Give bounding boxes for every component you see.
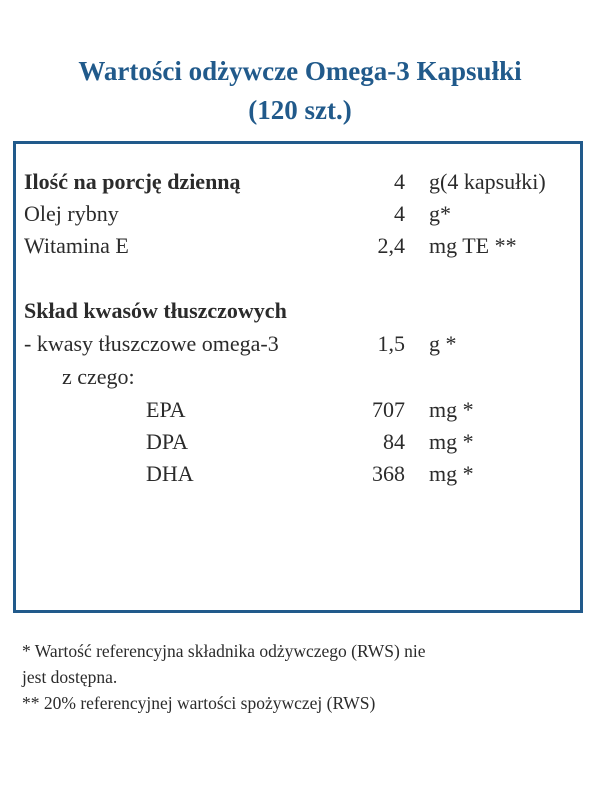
row-value: 84 xyxy=(383,429,405,454)
footnotes xyxy=(22,638,582,716)
nutrition-table xyxy=(13,141,583,613)
row-label: DPA xyxy=(146,429,188,454)
footnote-rws-line-2: jest dostępna. xyxy=(22,667,118,687)
section-heading-label: Skład kwasów tłuszczowych xyxy=(24,298,287,323)
row-label: Witamina E xyxy=(24,233,129,258)
row-value: 707 xyxy=(372,397,405,422)
title-line-2: (120 szt.) xyxy=(248,95,352,125)
row-unit: g * xyxy=(429,331,457,356)
row-unit: mg * xyxy=(429,397,474,422)
row-value: 1,5 xyxy=(377,331,405,356)
row-value: 2,4 xyxy=(377,233,405,258)
row-value: 368 xyxy=(372,461,405,486)
row-value: 4 xyxy=(394,201,405,226)
row-label: - kwasy tłuszczowe omega-3 xyxy=(24,331,279,356)
row-label: z czego: xyxy=(62,364,135,389)
row-unit: mg TE ** xyxy=(429,233,517,258)
page-title xyxy=(0,52,600,130)
row-unit: g* xyxy=(429,201,451,226)
row-unit: mg * xyxy=(429,429,474,454)
row-label: Ilość na porcję dzienną xyxy=(24,169,241,194)
row-value: 4 xyxy=(394,169,405,194)
row-unit: mg * xyxy=(429,461,474,486)
row-unit: g(4 kapsułki) xyxy=(429,169,546,194)
footnote-reference-intake: ** 20% referencyjnej wartości spożywczej (RWS) xyxy=(22,693,376,713)
row-label: DHA xyxy=(146,461,194,486)
row-label: EPA xyxy=(146,397,186,422)
row-label: Olej rybny xyxy=(24,201,119,226)
title-line-1: Wartości odżywcze Omega-3 Kapsułki xyxy=(78,56,522,86)
footnote-rws-line-1: * Wartość referencyjna składnika odżywczego (RWS) nie xyxy=(22,641,426,661)
